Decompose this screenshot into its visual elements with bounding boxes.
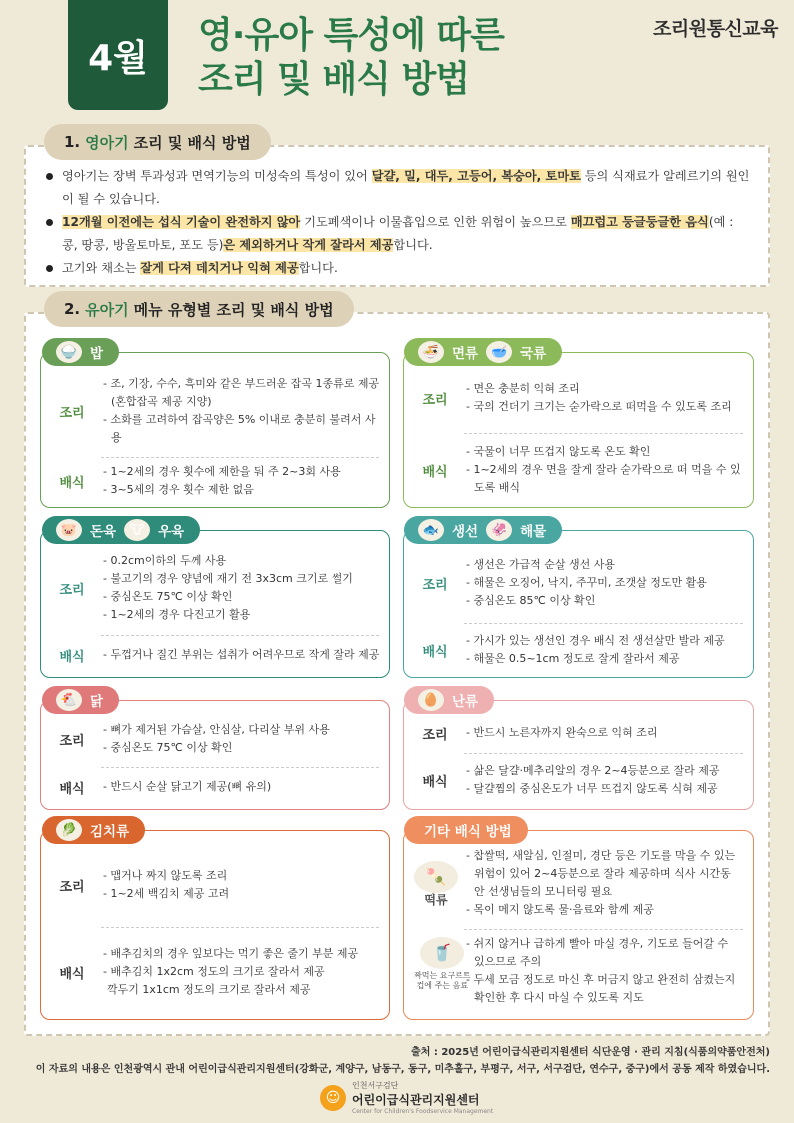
rice-cake-text: - 찹쌀떡, 새알심, 인절미, 경단 등은 기도를 막을 수 있는 위험이 있어 2~4등분으로 잘라 제공하며 식사 시간동안 선생님들의 모니터링 필요 - 목이 메지 않도록 물·음료와 함께 제공 — [466, 849, 736, 916]
rice-cake-label: 떡류 — [424, 893, 448, 907]
kimchi-cook-text: - 맵거나 짜지 않도록 조리 - 1~2세 백김치 제공 고려 — [103, 869, 230, 900]
etc-tab: 기타 배식 방법 — [404, 816, 528, 844]
fish-serve-label: 배식 — [422, 644, 448, 660]
pork-cook-text: - 0.2cm이하의 두께 사용 - 불고기의 경우 양념에 재기 전 3x3cm 크기로 썰기 - 중심온도 75℃ 이상 확인 - 1~2세의 경우 다진고기 활용 — [103, 554, 353, 621]
soup-bowl-icon: 🥣 — [486, 341, 512, 363]
drink-label-group — [414, 937, 471, 991]
month-badge — [68, 0, 168, 110]
cup-icon: 🥤 — [420, 937, 464, 969]
noodle-serve-text: - 국물이 너무 뜨겁지 않도록 온도 확인 - 1~2세의 경우 면을 잘게 잘라 숟가락으로 떠 먹을 수 있도록 배식 — [466, 445, 741, 494]
kimchi-cook-label: 조리 — [59, 879, 85, 895]
rice-bowl-icon: 🍚 — [56, 341, 82, 363]
noodle-cook-label: 조리 — [422, 392, 448, 408]
rice-serve-text: - 1~2세의 경우 횟수에 제한을 둬 주 2~3회 사용 - 3~5세의 경우 횟수 제한 없음 — [103, 465, 341, 496]
drink-text: - 쉬지 않거나 급하게 빨아 마실 경우, 기도로 들어갈 수 있으므로 주의 - 두세 모금 정도로 마신 후 머금지 않고 완전히 삼켰는지 확인한 후 다시 마실 수 있도록 지도 — [466, 937, 736, 1004]
rice-serve-label: 배식 — [59, 475, 85, 491]
squid-icon: 🦑 — [486, 519, 512, 541]
kimchi-icon: 🥬 — [56, 819, 82, 841]
section1-num: 1. — [64, 133, 81, 151]
noodle-cook-text: - 면은 충분히 익혀 조리 - 국의 건더기 크기는 숟가락으로 떠먹을 수 있도록 조리 — [466, 382, 732, 413]
section1-box — [24, 145, 770, 287]
section1-heading — [44, 124, 271, 160]
fish-serve-text: - 가시가 있는 생선인 경우 배식 전 생선살만 발라 제공 - 해물은 0.5~1cm 정도로 잘게 잘라서 제공 — [466, 634, 725, 665]
section1-rest: 조리 및 배식 방법 — [133, 133, 251, 152]
rice-card — [40, 352, 390, 508]
section1-list — [44, 165, 750, 280]
bullet-1: 영아기는 장벽 투과성과 면역기능의 미성숙의 특성이 있어 달걀, 밀, 대두, 고등어, 복숭아, 토마토 등의 식재료가 알레르기의 원인이 될 수 있습니다. — [44, 165, 750, 211]
pork-serve-text: - 두껍거나 질긴 부위는 섭취가 어려우므로 작게 잘라 제공 — [103, 648, 380, 661]
noodle-card — [403, 352, 754, 508]
chicken-cook-label: 조리 — [59, 733, 85, 749]
chicken-serve-label: 배식 — [59, 781, 85, 797]
pork-card — [40, 530, 390, 678]
chicken-icon: 🐔 — [56, 689, 82, 711]
title-line-2: 조리 및 배식 방법 — [198, 59, 470, 100]
noodle-tab: 🍜 면류 🥣 국류 — [404, 338, 562, 366]
kimchi-tab: 🥬 김치류 — [42, 816, 145, 844]
egg-icon: 🥚 — [418, 689, 444, 711]
rice-tab: 🍚 밥 — [42, 338, 119, 366]
bullet-3: 고기와 채소는 잘게 다져 데치거나 익혀 제공합니다. — [44, 257, 750, 280]
fish-tab: 🐟 생선 🦑 해물 — [404, 516, 562, 544]
section2-rest: 메뉴 유형별 조리 및 배식 방법 — [133, 300, 334, 319]
rice-cook-label: 조리 — [59, 405, 85, 421]
kimchi-serve-text: - 배추김치의 경우 잎보다는 먹기 좋은 줄기 부분 제공 - 배추김치 1x2cm 정도의 크기로 잘라서 제공 깍두기 1x1cm 정도의 크기로 잘라서 제공 — [103, 947, 359, 996]
noodle-bowl-icon: 🍜 — [418, 341, 444, 363]
cup-drink-label: 컵에 주는 음료 — [416, 981, 469, 990]
chicken-serve-text: - 반드시 순살 닭고기 제공(뼈 유의) — [103, 780, 272, 793]
logo-small-text: 인천서구검단 — [352, 1081, 399, 1090]
logo-name: 어린이급식관리지원센터 — [352, 1093, 480, 1107]
section2-highlight: 유아기 — [85, 300, 129, 319]
bullet-2: 12개월 이전에는 섭식 기술이 완전하지 않아 기도폐색이나 이물흡입으로 인한 위험이 높으므로 매끄럽고 둥글둥글한 음식(예 : 콩, 땅콩, 방울토마토, 포도 등)은 제외하거나 작게 잘라서 제공합니다. — [44, 211, 750, 257]
noodle-serve-label: 배식 — [422, 464, 448, 480]
egg-serve-text: - 삶은 달걀·메추리알의 경우 2~4등분으로 잘라 제공 - 달걀찜의 중심온도가 너무 뜨겁지 않도록 식혀 제공 — [466, 764, 720, 795]
egg-tab: 🥚 난류 — [404, 686, 494, 714]
yogurt-label: 짜먹는 요구르트 — [414, 971, 471, 980]
section1-highlight: 영아기 — [85, 133, 129, 152]
kimchi-serve-label: 배식 — [59, 966, 85, 982]
section2-num: 2. — [64, 300, 81, 318]
egg-serve-label: 배식 — [422, 774, 448, 790]
chicken-card — [40, 700, 390, 810]
egg-cook-text: - 반드시 노른자까지 완숙으로 익혀 조리 — [466, 726, 658, 739]
logo-english: Center for Children's Foodservice Management — [352, 1108, 494, 1115]
pork-cook-label: 조리 — [59, 582, 85, 598]
pork-serve-label: 배식 — [59, 649, 85, 665]
rice-cake-label-group — [414, 861, 458, 905]
etc-card — [403, 830, 754, 1020]
center-logo — [320, 1080, 493, 1115]
rice-cook-text: - 조, 기장, 수수, 흑미와 같은 부드러운 잡곡 1종류로 제공 (혼합잡곡 제공 지양) - 소화를 고려하여 잡곡양은 5% 이내로 충분히 불려서 사용 — [103, 377, 380, 444]
pig-icon: 🐷 — [56, 519, 82, 541]
fish-card — [403, 530, 754, 678]
egg-cook-label: 조리 — [422, 727, 448, 743]
fish-cook-label: 조리 — [422, 577, 448, 593]
fish-icon: 🐟 — [418, 519, 444, 541]
chicken-tab: 🐔 닭 — [42, 686, 119, 714]
section2-heading — [44, 291, 354, 327]
title-line-1: 영·유아 특성에 따른 — [198, 15, 504, 56]
cow-icon: 🐮 — [124, 519, 150, 541]
source-note: 출처 : 2025년 어린이급식관리지원센터 식단운영 · 관리 지침(식품의약품안전처) — [411, 1047, 770, 1058]
smile-logo-icon: ☺ — [320, 1085, 346, 1111]
egg-card — [403, 700, 754, 810]
kimchi-card — [40, 830, 390, 1020]
fish-cook-text: - 생선은 가급적 순살 생선 사용 - 해물은 오징어, 낙지, 주꾸미, 조갯살 정도만 활용 - 중심온도 85℃ 이상 확인 — [466, 558, 707, 607]
brand-label: 조리원통신교육 — [653, 18, 778, 40]
month-label: 4월 — [88, 37, 148, 79]
pork-tab: 🐷 돈육 🐮 우육 — [42, 516, 200, 544]
rice-cake-icon: 🍡 — [414, 861, 458, 893]
production-note: 이 자료의 내용은 인천광역시 관내 어린이급식관리지원센터(강화군, 계양구, 남동구, 동구, 미추홀구, 부평구, 서구, 서구검단, 연수구, 중구)에서 공동 제작 하였습니다. — [35, 1064, 770, 1075]
page-title — [198, 14, 504, 102]
chicken-cook-text: - 뼈가 제거된 가슴살, 안심살, 다리살 부위 사용 - 중심온도 75℃ 이상 확인 — [103, 723, 330, 754]
